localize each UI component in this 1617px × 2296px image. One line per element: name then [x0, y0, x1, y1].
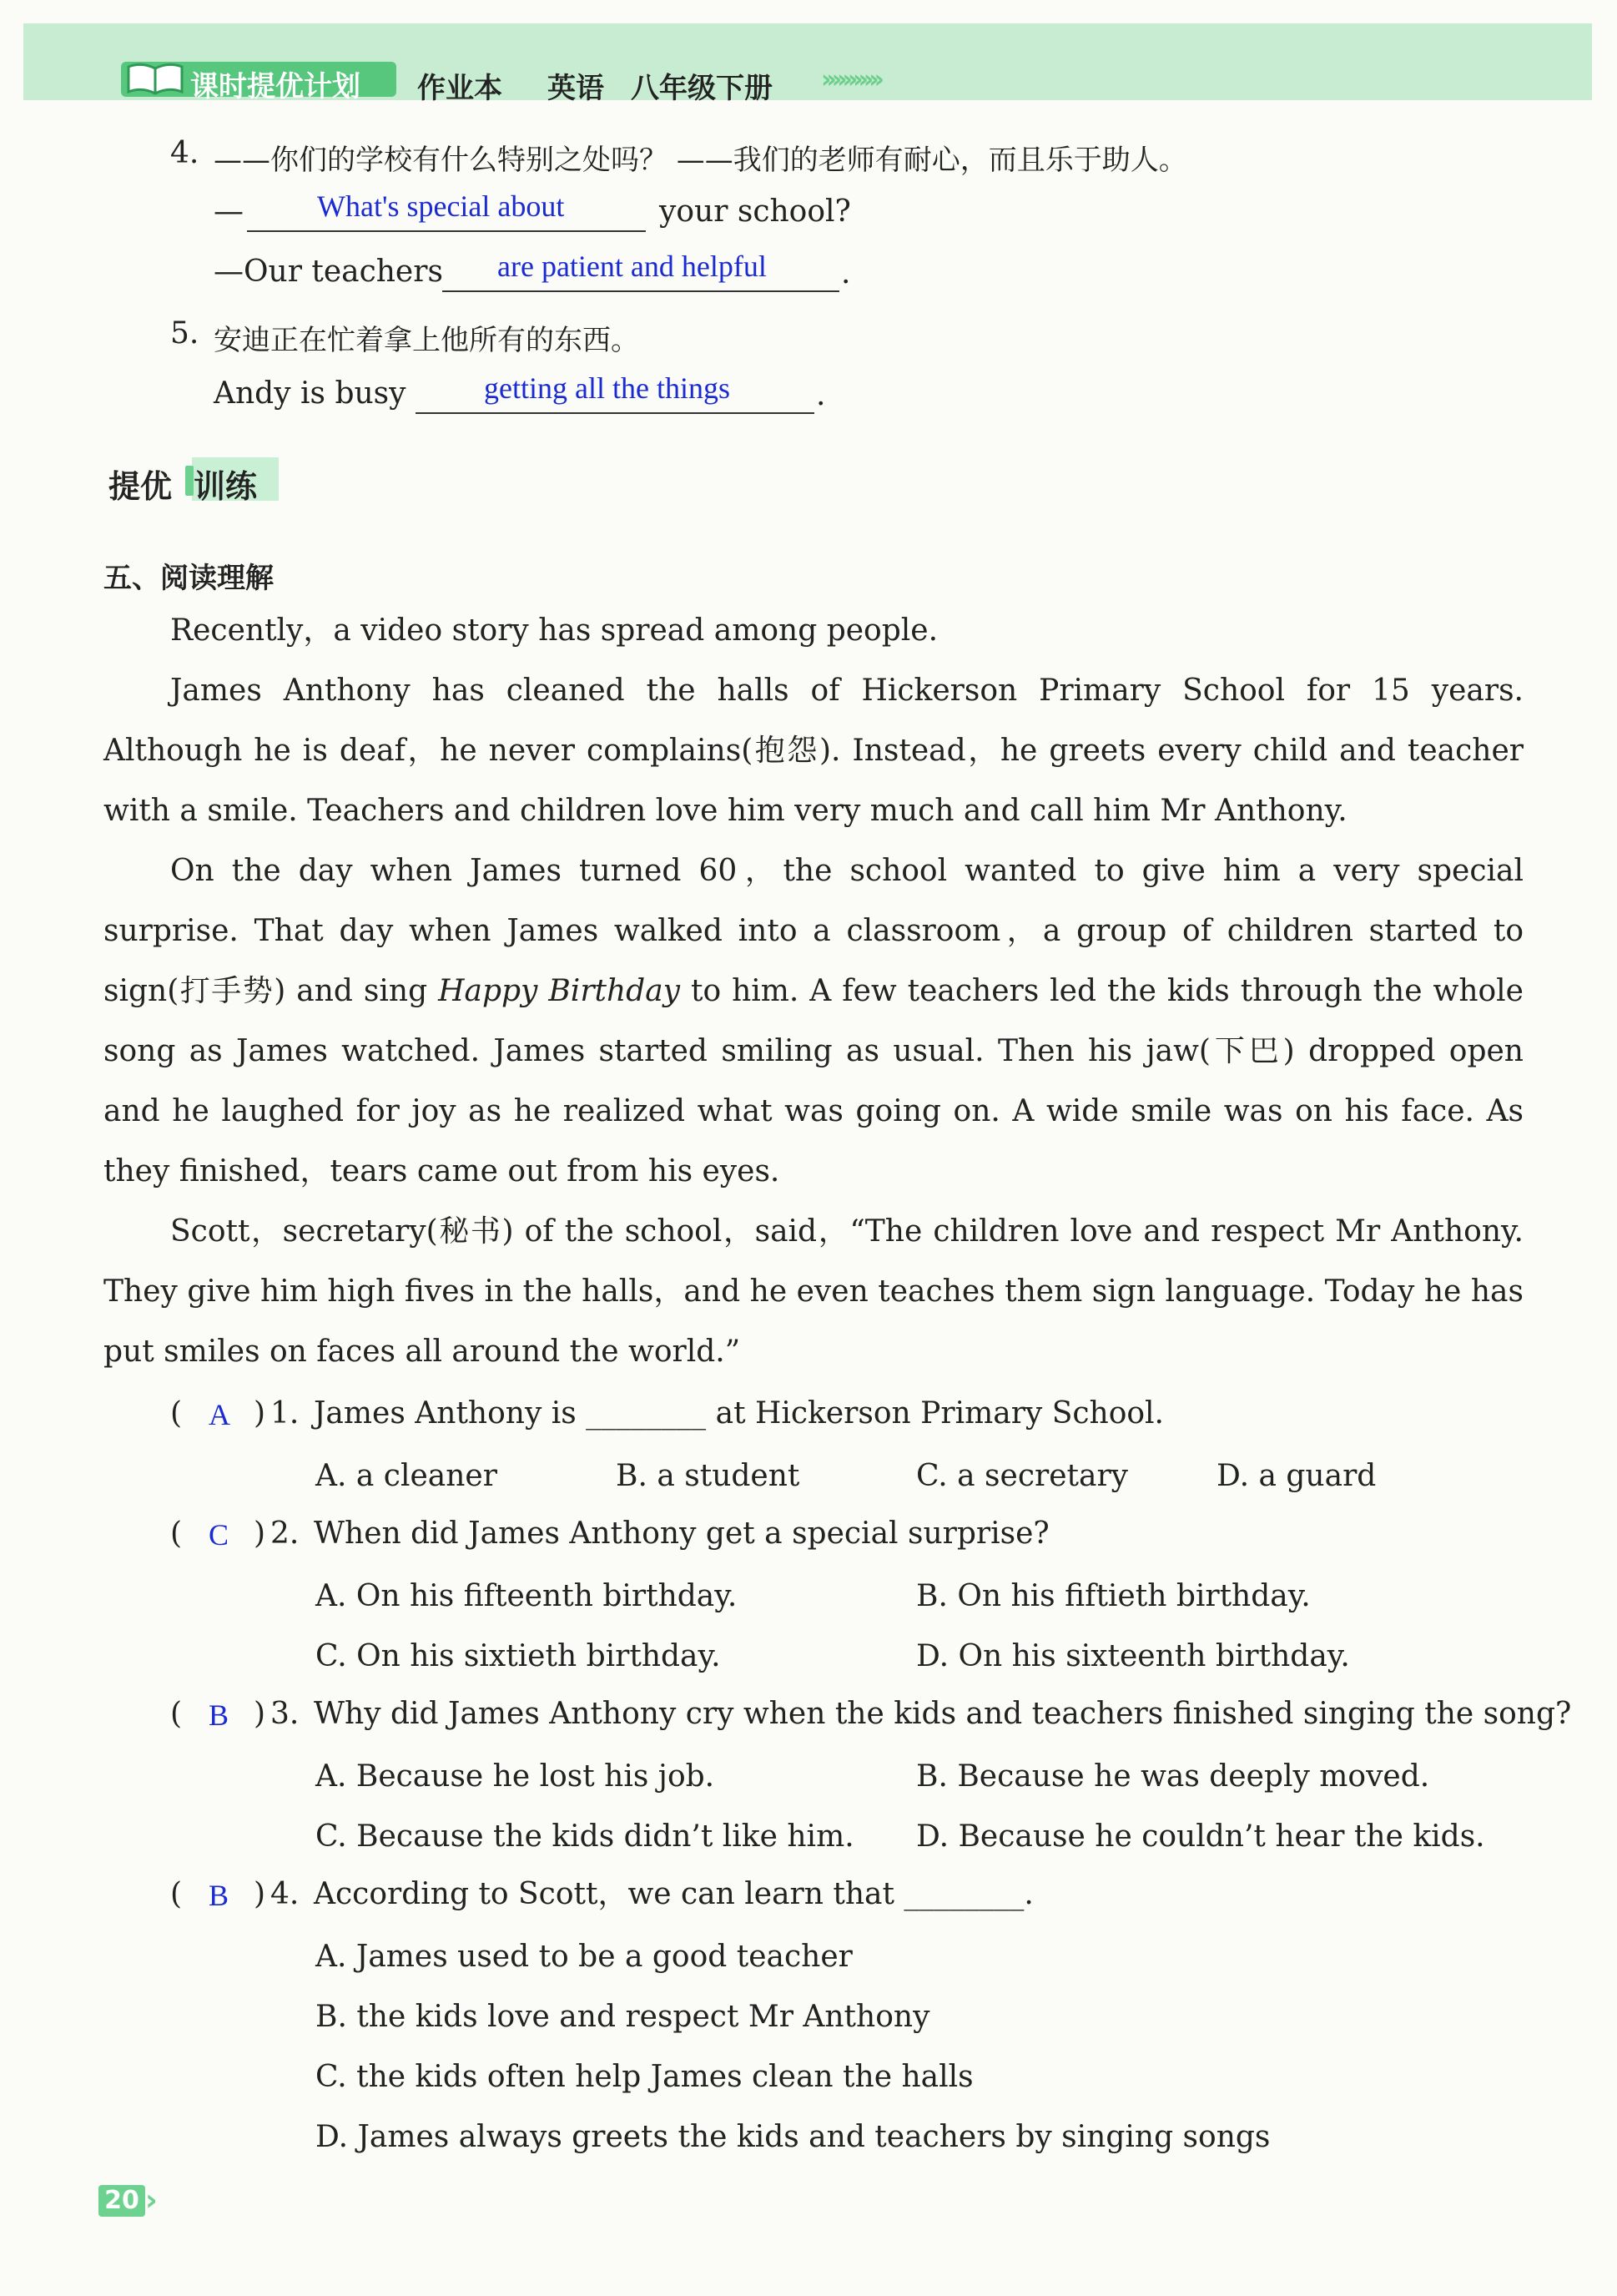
q1-option-c[interactable]: C. a secretary — [916, 1459, 1128, 1493]
passage-paragraph-2 — [103, 661, 1524, 841]
section-title — [108, 461, 257, 507]
q4r-option-c[interactable]: C. the kids often help James clean the halls — [315, 2060, 974, 2094]
q4-line2-prefix: —Our teachers — [214, 255, 443, 289]
q4-answer2-blank[interactable] — [442, 290, 839, 292]
q3-paren-open: ( — [170, 1697, 183, 1731]
q3-stem: Why did James Anthony cry when the kids and teachers finished singing the song? — [314, 1697, 1572, 1731]
section-title-a: 提优 — [108, 468, 173, 505]
q4-answer1: What's special about — [317, 189, 565, 223]
q4r-stem: According to Scott，we can learn that ________. — [314, 1877, 1034, 1911]
passage-p2-text: James Anthony has cleaned the halls of Hickerson Primary School for 15 years. Although he is deaf，he never complains(抱怨). Instead，he greets every child and teacher with a smile. Teachers and children love him very much and call him Mr Anthony. — [103, 674, 1524, 828]
q5-answer: getting all the things — [484, 371, 730, 405]
passage-p3-text-a: On the day when James turned 60，the school wanted to give him a very special surprise. That day when James walked into a classroom，a group of children started to sign(打手势) and sing — [103, 854, 1524, 1008]
q3-option-c[interactable]: C. Because the kids didn’t like him. — [315, 1819, 854, 1854]
q2-option-c[interactable]: C. On his sixtieth birthday. — [315, 1639, 721, 1673]
q3-paren-close: ) — [254, 1697, 266, 1731]
q4r-option-a[interactable]: A. James used to be a good teacher — [315, 1940, 853, 1974]
page-number-chevron-icon: › — [145, 2183, 158, 2218]
q4-number: 4. — [170, 136, 199, 170]
passage-paragraph-4 — [103, 1202, 1524, 1382]
q2-number: 2. — [270, 1516, 300, 1551]
brand-title: 课时提优计划 — [190, 70, 360, 103]
q4r-option-b[interactable]: B. the kids love and respect Mr Anthony — [315, 2000, 930, 2034]
q3-option-a[interactable]: A. Because he lost his job. — [315, 1759, 715, 1794]
q5-prompt: 安迪正在忙着拿上他所有的东西。 — [214, 324, 639, 357]
q1-answer: A — [209, 1398, 230, 1431]
q1-option-a[interactable]: A. a cleaner — [315, 1459, 497, 1493]
page-number: 20 — [98, 2185, 145, 2217]
q3-option-b[interactable]: B. Because he was deeply moved. — [916, 1759, 1430, 1794]
q1-paren-open: ( — [170, 1396, 183, 1431]
q3-number: 3. — [270, 1697, 300, 1731]
subject-label: 英语 — [547, 72, 604, 105]
q5-line1-prefix: Andy is busy — [214, 376, 406, 411]
q2-paren-open: ( — [170, 1516, 183, 1551]
q4-answer1-blank[interactable] — [247, 230, 646, 232]
q2-option-a[interactable]: A. On his fifteenth birthday. — [315, 1579, 738, 1613]
passage-p3-text-b: to him. A few teachers led the kids through the whole song as James watched. James started smiling as usual. Then his jaw(下巴) dropped open and he laughed for joy as he realized what was going on. A wide smile was on his face. As they finished，tears came out from his eyes. — [103, 974, 1524, 1188]
q4-line1-suffix: your school? — [659, 194, 851, 229]
q1-stem: James Anthony is ________ at Hickerson Primary School. — [314, 1396, 1165, 1431]
q2-stem: When did James Anthony get a special surprise? — [314, 1516, 1050, 1551]
header-chevrons: ››››››››››› — [821, 65, 879, 94]
q5-line1-suffix: . — [816, 378, 826, 412]
song-title: Happy Birthday — [438, 974, 681, 1008]
q4-answer2: are patient and helpful — [497, 250, 767, 283]
book-type: 作业本 — [417, 72, 502, 105]
q4r-paren-close: ) — [254, 1877, 266, 1911]
q2-option-b[interactable]: B. On his fiftieth birthday. — [916, 1579, 1311, 1613]
passage-p1-text: Recently，a video story has spread among people. — [170, 613, 939, 648]
q4-line2-suffix: . — [841, 256, 851, 290]
q2-paren-close: ) — [254, 1516, 266, 1551]
passage-paragraph-1 — [103, 601, 1524, 661]
passage-p4-text: Scott，secretary(秘书) of the school，said，“The children love and respect Mr Anthony. They give him high fives in the halls，and he even teaches them sign language. Today he has put smiles on faces all around the world.” — [103, 1214, 1524, 1369]
grade-label: 八年级下册 — [631, 72, 773, 105]
q4r-answer: B — [209, 1879, 229, 1912]
section-title-b: 训练 — [194, 468, 258, 505]
q4-prompt: ——你们的学校有什么特别之处吗？ ——我们的老师有耐心，而且乐于助人。 — [214, 144, 1187, 177]
q1-paren-close: ) — [254, 1396, 266, 1431]
q1-option-d[interactable]: D. a guard — [1217, 1459, 1377, 1493]
q4-line1-prefix: — — [214, 194, 244, 229]
q3-answer: B — [209, 1698, 229, 1732]
open-book-icon — [125, 55, 185, 97]
q3-option-d[interactable]: D. Because he couldn’t hear the kids. — [916, 1819, 1485, 1854]
q1-option-b[interactable]: B. a student — [616, 1459, 800, 1493]
q4r-option-d[interactable]: D. James always greets the kids and teachers by singing songs — [315, 2120, 1271, 2154]
q1-number: 1. — [270, 1396, 300, 1431]
q4r-paren-open: ( — [170, 1877, 183, 1911]
q5-number: 5. — [170, 316, 199, 351]
q2-answer: C — [209, 1518, 229, 1552]
passage-paragraph-3 — [103, 841, 1524, 1202]
q4r-number: 4. — [270, 1877, 300, 1911]
part-heading: 五、阅读理解 — [103, 562, 274, 595]
q2-option-d[interactable]: D. On his sixteenth birthday. — [916, 1639, 1350, 1673]
q5-answer-blank[interactable] — [416, 412, 814, 414]
